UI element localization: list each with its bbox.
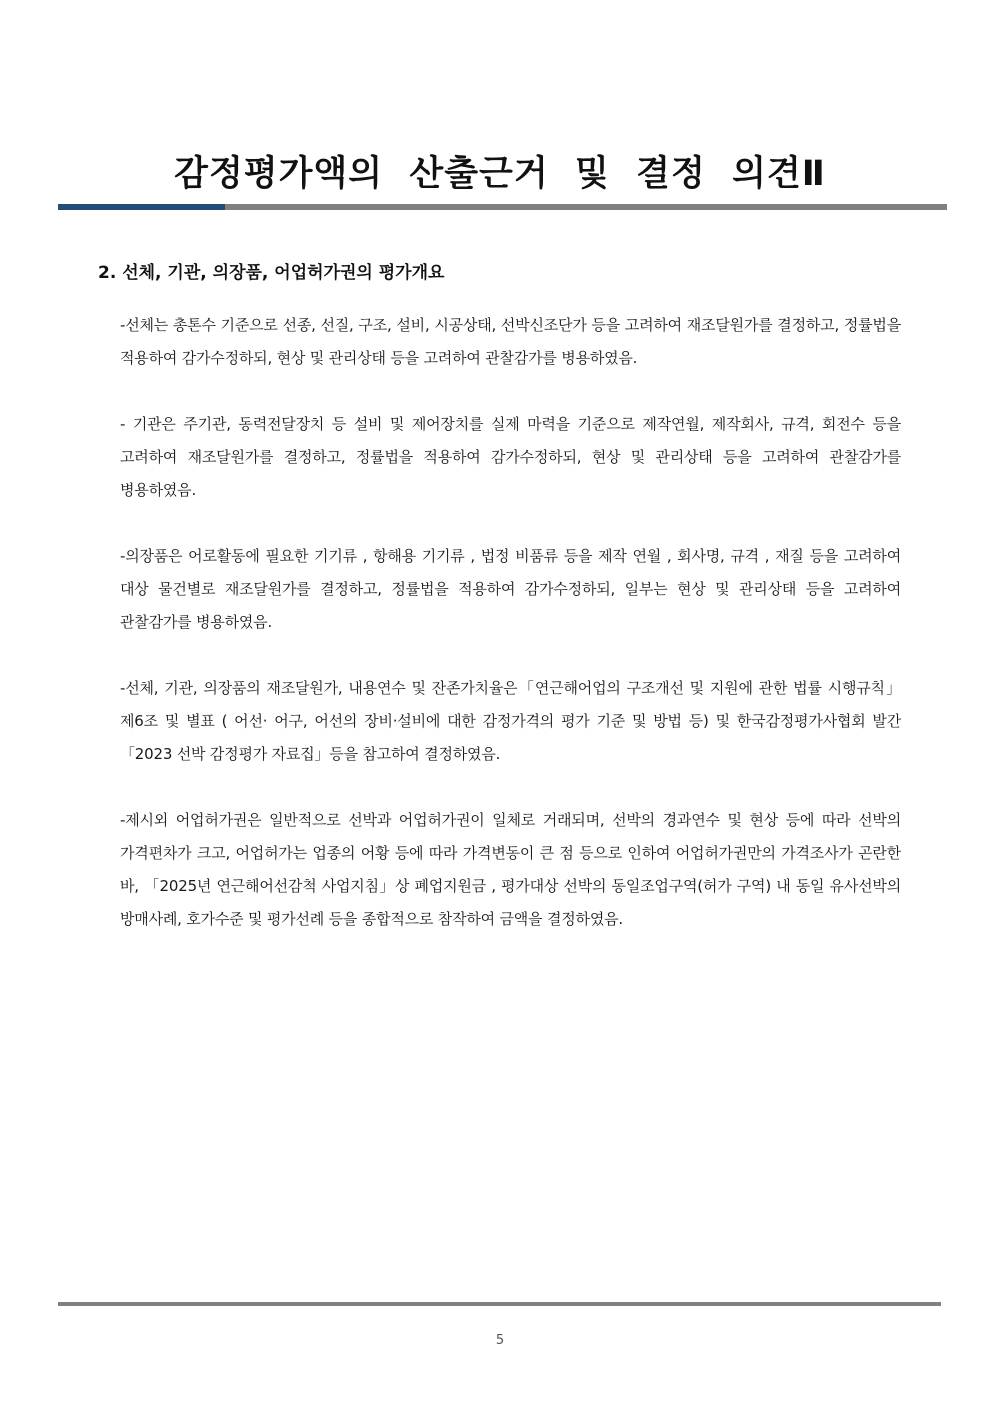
paragraph-equipment: -의장품은 어로활동에 필요한 기기류 , 항해용 기기류 , 법정 비품류 등을 제작 연월 , 회사명, 규격 , 재질 등을 고려하여 대상 물건별로 재조달원가를 결정하고, 정률법을 적용하여 감가수정하되, 일부는 현상 및 관리상태 등을 고려하여 관찰감가를 병용하였음. [120, 547, 901, 631]
section-heading: 2. 선체, 기관, 의장품, 어업허가권의 평가개요 [98, 263, 445, 283]
title-divider-rest [225, 204, 947, 210]
page-number: 5 [495, 1333, 505, 1348]
paragraph-hull: -선체는 총톤수 기준으로 선종, 선질, 구조, 설비, 시공상태, 선박신조단가 등을 고려하여 재조달원가를 결정하고, 정률법을 적용하여 감가수정하되, 현상 및 관리상태 등을 고려하여 관찰감가를 병용하였음. [120, 316, 901, 367]
paragraph-fishing-license: -제시외 어업허가권은 일반적으로 선박과 어업허가권이 일체로 거래되며, 선박의 경과연수 및 현상 등에 따라 선박의 가격편차가 크고, 어업허가는 업종의 어황 등에 따라 가격변동이 큰 점 등으로 인하여 어업허가권만의 가격조사가 곤란한 바, 「2025년 연근해어선감척 사업지침」상 폐업지원금 , 평가대상 선박의 동일조업구역(허가 구역) 내 동일 유사선박의 방매사례, 호가수준 및 평가선례 등을 종합적으로 참작하여 금액을 결정하였음. [120, 811, 901, 928]
paragraph-engine: - 기관은 주기관, 동력전달장치 등 설비 및 제어장치를 실제 마력을 기준으로 제작연월, 제작회사, 규격, 회전수 등을 고려하여 재조달원가를 결정하고, 정률법을 적용하여 감가수정하되, 현상 및 관리상태 등을 고려하여 관찰감가를 병용하였음. [120, 415, 901, 499]
paragraph-replacement-cost-basis: -선체, 기관, 의장품의 재조달원가, 내용연수 및 잔존가치율은「연근해어업의 구조개선 및 지원에 관한 법률 시행규칙」제6조 및 별표 ( 어선· 어구, 어선의 장비·설비에 대한 감정가격의 평가 기준 및 방법 등) 및 한국감정평가사협회 발간「2023 선박 감정평가 자료집」등을 참고하여 결정하였음. [120, 679, 901, 763]
title-divider-accent [58, 204, 225, 210]
page-title: 감정평가액의 산출근거 및 결정 의견Ⅱ [174, 154, 826, 194]
footer-divider [58, 1302, 941, 1306]
section-body [120, 309, 901, 969]
title-divider [58, 204, 947, 210]
